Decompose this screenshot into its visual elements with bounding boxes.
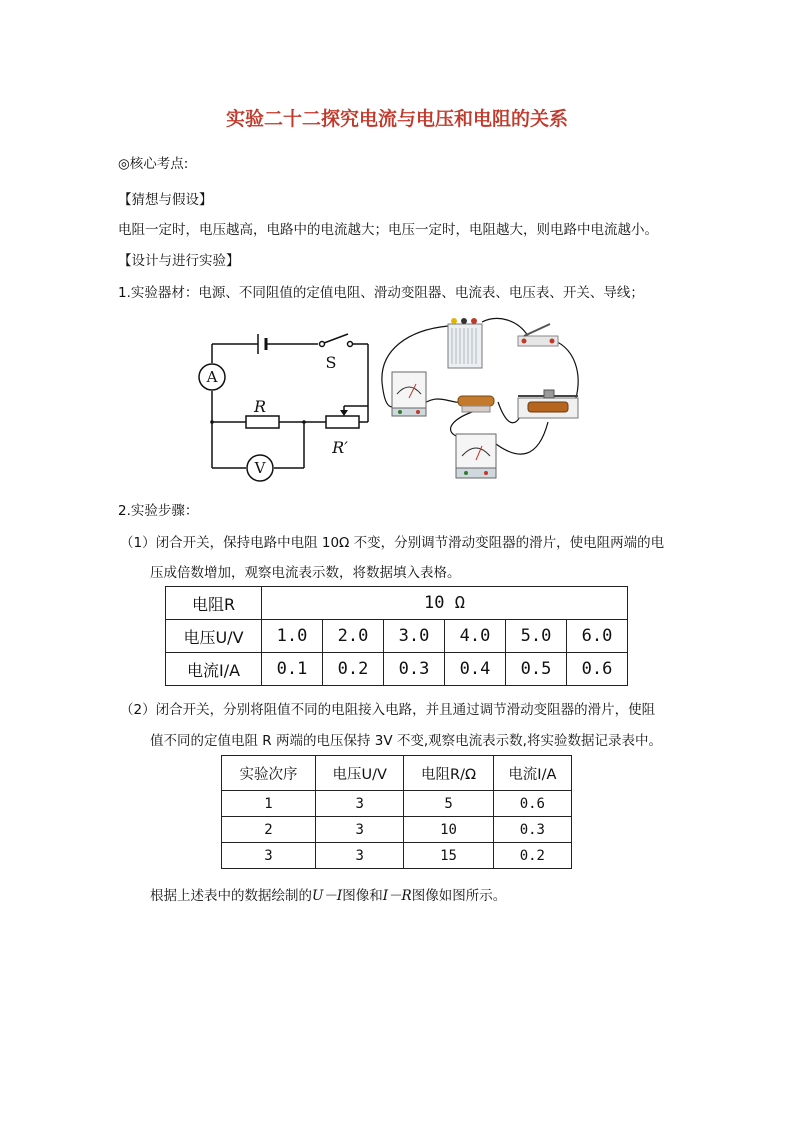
current-header: 电流I/A — [166, 653, 262, 686]
table-row — [166, 587, 628, 620]
column-header: 电压U/V — [316, 756, 404, 791]
table-row — [166, 653, 628, 686]
design-heading: 【设计与进行实验】 — [118, 253, 240, 269]
table-cell: 5 — [404, 791, 493, 817]
resistance-value: 10 Ω — [262, 587, 628, 620]
resistor-coil-device — [458, 396, 494, 412]
voltage-current-table — [165, 586, 628, 686]
rheostat-symbol — [326, 416, 359, 428]
ammeter-device — [392, 372, 426, 416]
core-points-label: ◎核心考点: — [118, 156, 189, 172]
voltage-cell: 3.0 — [384, 620, 445, 653]
battery-box — [448, 318, 482, 368]
table-cell: 0.3 — [493, 817, 571, 843]
table-header-row — [222, 756, 572, 791]
steps-heading: 2.实验步骤： — [118, 503, 199, 519]
resistance-header: 电阻R — [166, 587, 262, 620]
apparatus-photo — [378, 310, 598, 486]
table-row — [222, 791, 572, 817]
column-header: 实验次序 — [222, 756, 316, 791]
hypothesis-text: 电阻一定时，电压越高，电路中的电流越大；电压一定时，电阻越大，则电路中电流越小。 — [118, 222, 658, 238]
table-cell: 0.2 — [493, 843, 571, 869]
voltage-cell: 1.0 — [262, 620, 323, 653]
table-cell: 3 — [316, 817, 404, 843]
conclusion-suffix: 图像如图所示。 — [411, 888, 507, 904]
resistor-symbol — [246, 416, 279, 428]
current-cell: 0.2 — [323, 653, 384, 686]
current-cell: 0.1 — [262, 653, 323, 686]
resistance-current-table — [221, 755, 572, 869]
column-header: 电流I/A — [493, 756, 571, 791]
voltage-cell: 5.0 — [506, 620, 567, 653]
conclusion-text — [150, 884, 506, 904]
voltmeter-label: V — [254, 459, 266, 477]
table-cell: 15 — [404, 843, 493, 869]
switch-contact-right — [348, 342, 353, 347]
voltmeter-device — [456, 434, 496, 478]
table-row — [222, 817, 572, 843]
circuit-diagram — [190, 322, 380, 484]
rheostat-device — [518, 390, 578, 418]
ammeter-label: A — [206, 368, 218, 386]
step2-text-line1: （2）闭合开关，分别将阻值不同的电阻接入电路，并且通过调节滑动变阻器的滑片，使阻 — [120, 702, 656, 718]
current-cell: 0.5 — [506, 653, 567, 686]
switch-label: S — [325, 353, 337, 372]
ir-graph-label: I－R — [382, 888, 412, 904]
voltage-cell: 2.0 — [323, 620, 384, 653]
equipment-list: 1.实验器材：电源、不同阻值的定值电阻、滑动变阻器、电流表、电压表、开关、导线； — [118, 285, 644, 301]
hypothesis-heading: 【猜想与假设】 — [118, 192, 213, 208]
table-cell: 2 — [222, 817, 316, 843]
table-cell: 3 — [316, 791, 404, 817]
conclusion-mid: 图像和 — [342, 888, 383, 904]
voltage-header: 电压U/V — [166, 620, 262, 653]
page-title: 实验二十二探究电流与电压和电阻的关系 — [225, 108, 568, 130]
table-cell: 3 — [316, 843, 404, 869]
switch-lever — [324, 334, 348, 343]
table-cell: 0.6 — [493, 791, 571, 817]
voltage-cell: 6.0 — [567, 620, 628, 653]
step1-text-line1: （1）闭合开关，保持电路中电阻 10Ω 不变，分别调节滑动变阻器的滑片，使电阻两端的电 — [120, 535, 665, 551]
switch-device — [518, 324, 558, 346]
current-cell: 0.6 — [567, 653, 628, 686]
resistor-label: R — [253, 397, 267, 416]
table-cell: 3 — [222, 843, 316, 869]
table-row — [166, 620, 628, 653]
current-cell: 0.3 — [384, 653, 445, 686]
table-cell: 1 — [222, 791, 316, 817]
rheostat-label: R′ — [332, 438, 348, 457]
switch-contact-left — [320, 342, 325, 347]
step2-text-line2: 值不同的定值电阻 R 两端的电压保持 3V 不变,观察电流表示数,将实验数据记录表中。 — [150, 733, 662, 749]
column-header: 电阻R/Ω — [404, 756, 493, 791]
ui-graph-label: U－I — [312, 888, 343, 904]
conclusion-prefix: 根据上述表中的数据绘制的 — [150, 888, 312, 904]
table-row — [222, 843, 572, 869]
table-cell: 10 — [404, 817, 493, 843]
current-cell: 0.4 — [445, 653, 506, 686]
voltage-cell: 4.0 — [445, 620, 506, 653]
slider-arrowhead — [340, 410, 348, 416]
step1-text-line2: 压成倍数增加，观察电流表示数，将数据填入表格。 — [150, 565, 461, 581]
